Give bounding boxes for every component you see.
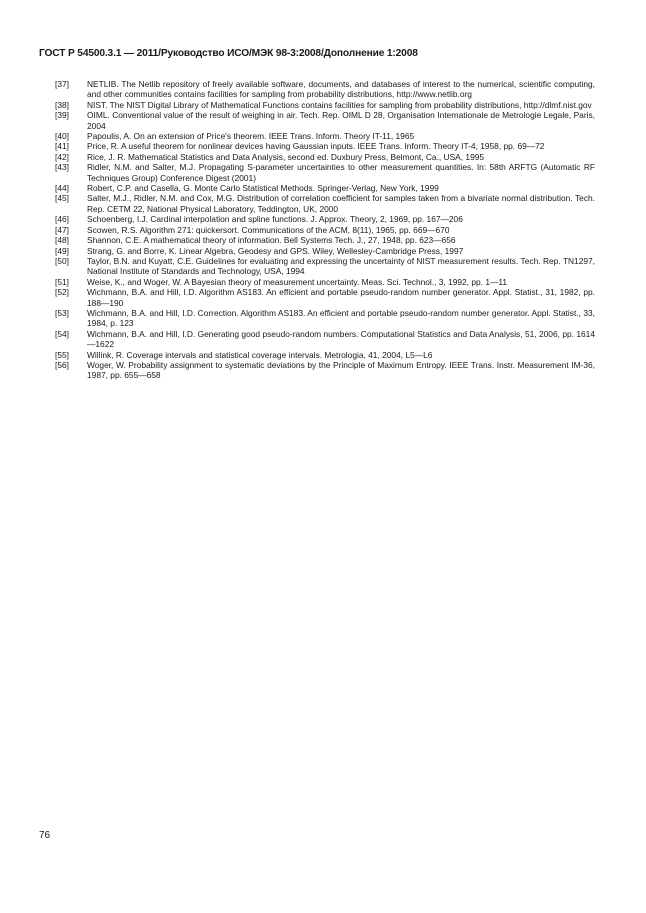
reference-number: [45]	[55, 193, 69, 204]
reference-entry	[55, 193, 595, 214]
reference-entry	[55, 235, 595, 245]
reference-entry	[55, 329, 595, 350]
reference-text: Scowen, R.S. Algorithm 271: quickersort. Communications of the ACM, 8(11), 1965, pp. 669—670	[87, 224, 450, 235]
reference-number: [37]	[55, 79, 69, 89]
reference-text: Salter, M.J., Ridler, N.M. and Cox, M.G. Distribution of correlation coefficient for samples taken from a bivariate normal distribution. Tech. Rep. CETM 22, National Physical Laboratory, Teddington, UK, 2000	[87, 193, 595, 214]
reference-number: [49]	[55, 245, 69, 256]
reference-text: Willink, R. Coverage intervals and statistical coverage intervals. Metrologia, 41, 2004, L5—L6	[87, 349, 433, 360]
reference-entry	[55, 162, 595, 183]
reference-entry	[55, 141, 595, 151]
reference-text: Rice, J. R. Mathematical Statistics and Data Analysis, second ed. Duxbury Press, Belmont, Ca., USA, 1995	[87, 151, 485, 162]
reference-text: OIML. Conventional value of the result of weighing in air. Tech. Rep. OIML D 28, Organisation Internationale de Metrologie Legale, Paris, 2004	[87, 110, 595, 131]
reference-text: Shannon, C.E. A mathematical theory of information. Bell Systems Tech. J., 27, 1948, pp. 623—656	[87, 235, 456, 246]
reference-number: [55]	[55, 349, 69, 360]
reference-number: [54]	[55, 328, 69, 339]
reference-entry	[55, 110, 595, 131]
reference-entry	[55, 277, 595, 287]
page-header: ГОСТ Р 54500.3.1 — 2011/Руководство ИСО/МЭК 98-3:2008/Дополнение 1:2008	[39, 48, 418, 59]
reference-number: [44]	[55, 183, 69, 194]
reference-entry	[55, 350, 595, 360]
reference-number: [53]	[55, 307, 69, 318]
reference-entry	[55, 131, 595, 141]
reference-entry	[55, 246, 595, 256]
reference-text: Schoenberg, I.J. Cardinal interpolation and spline functions. J. Approx. Theory, 2, 1969, pp. 167—206	[87, 214, 463, 225]
reference-number: [48]	[55, 235, 69, 246]
reference-entry	[55, 308, 595, 329]
page-number: 76	[39, 830, 51, 841]
reference-text: Weise, K., and Woger, W. A Bayesian theory of measurement uncertainty. Meas. Sci. Technol., 3, 1992, pp. 1—11	[87, 276, 508, 287]
reference-text: Taylor, B.N. and Kuyatt, C.E. Guidelines for evaluating and expressing the uncertainty of NIST measurement results. Tech. Rep. TN1297, National Institute of Standards and Technology, USA, 1994	[87, 255, 595, 277]
reference-text: Price, R. A useful theorem for nonlinear devices having Gaussian inputs. IEEE Trans. Inform. Theory IT-4, 1958, pp. 69—72	[87, 141, 545, 152]
reference-entry	[55, 152, 595, 162]
reference-list	[55, 79, 595, 381]
reference-entry	[55, 225, 595, 235]
reference-text: Wichmann, B.A. and Hill, I.D. Generating good pseudo-random numbers. Computational Statistics and Data Analysis, 51, 2006, pp. 1614—1622	[87, 328, 595, 350]
reference-entry	[55, 256, 595, 277]
reference-text: Ridler, N.M. and Salter, M.J. Propagating S-parameter uncertainties to other measurement quantities. In: 58th ARFTG (Automatic RF Techniques Group) Conference Digest (2001)	[87, 162, 595, 183]
reference-number: [46]	[55, 214, 69, 225]
reference-text: NIST. The NIST Digital Library of Mathematical Functions contains facilities for sampling from probability distributions, http://dlmf.nist.gov	[87, 99, 592, 110]
reference-text: NETLIB. The Netlib repository of freely available software, documents, and databases of interest to the numerical, scientific computing, and other communities contains facilities for sampling from probability distributions, http://www.netlib.org	[87, 79, 595, 100]
reference-entry	[55, 183, 595, 193]
reference-number: [52]	[55, 287, 69, 298]
reference-text: Woger, W. Probability assignment to systematic deviations by the Principle of Maximum Entropy. IEEE Trans. Instr. Measurement IM-36, 1987, pp. 655—658	[87, 359, 595, 381]
reference-text: Papoulis, A. On an extension of Price's theorem. IEEE Trans. Inform. Theory IT-11, 1965	[87, 131, 415, 142]
reference-number: [47]	[55, 224, 69, 235]
reference-entry	[55, 287, 595, 308]
reference-number: [42]	[55, 151, 69, 162]
reference-entry	[55, 214, 595, 224]
reference-text: Wichmann, B.A. and Hill, I.D. Correction. Algorithm AS183. An efficient and portable pseudo-random number generator. Appl. Statist., 33, 1984, p. 123	[87, 307, 595, 329]
reference-text: Robert, C.P. and Casella, G. Monte Carlo Statistical Methods. Springer-Verlag, New York, 1999	[87, 183, 439, 194]
reference-entry	[55, 79, 595, 100]
reference-number: [51]	[55, 276, 69, 287]
reference-number: [39]	[55, 110, 69, 121]
reference-number: [40]	[55, 131, 69, 142]
reference-text: Strang, G. and Borre, K. Linear Algebra, Geodesy and GPS. Wiley, Wellesley-Cambridge Press, 1997	[87, 245, 464, 256]
reference-number: [38]	[55, 99, 69, 110]
reference-number: [56]	[55, 359, 69, 370]
reference-entry	[55, 360, 595, 381]
reference-entry	[55, 100, 595, 110]
reference-number: [43]	[55, 162, 69, 173]
reference-text: Wichmann, B.A. and Hill, I.D. Algorithm AS183. An efficient and portable pseudo-random number generator. Appl. Statist., 31, 1982, pp. 188—190	[87, 287, 595, 308]
reference-number: [50]	[55, 255, 69, 266]
reference-number: [41]	[55, 141, 69, 152]
